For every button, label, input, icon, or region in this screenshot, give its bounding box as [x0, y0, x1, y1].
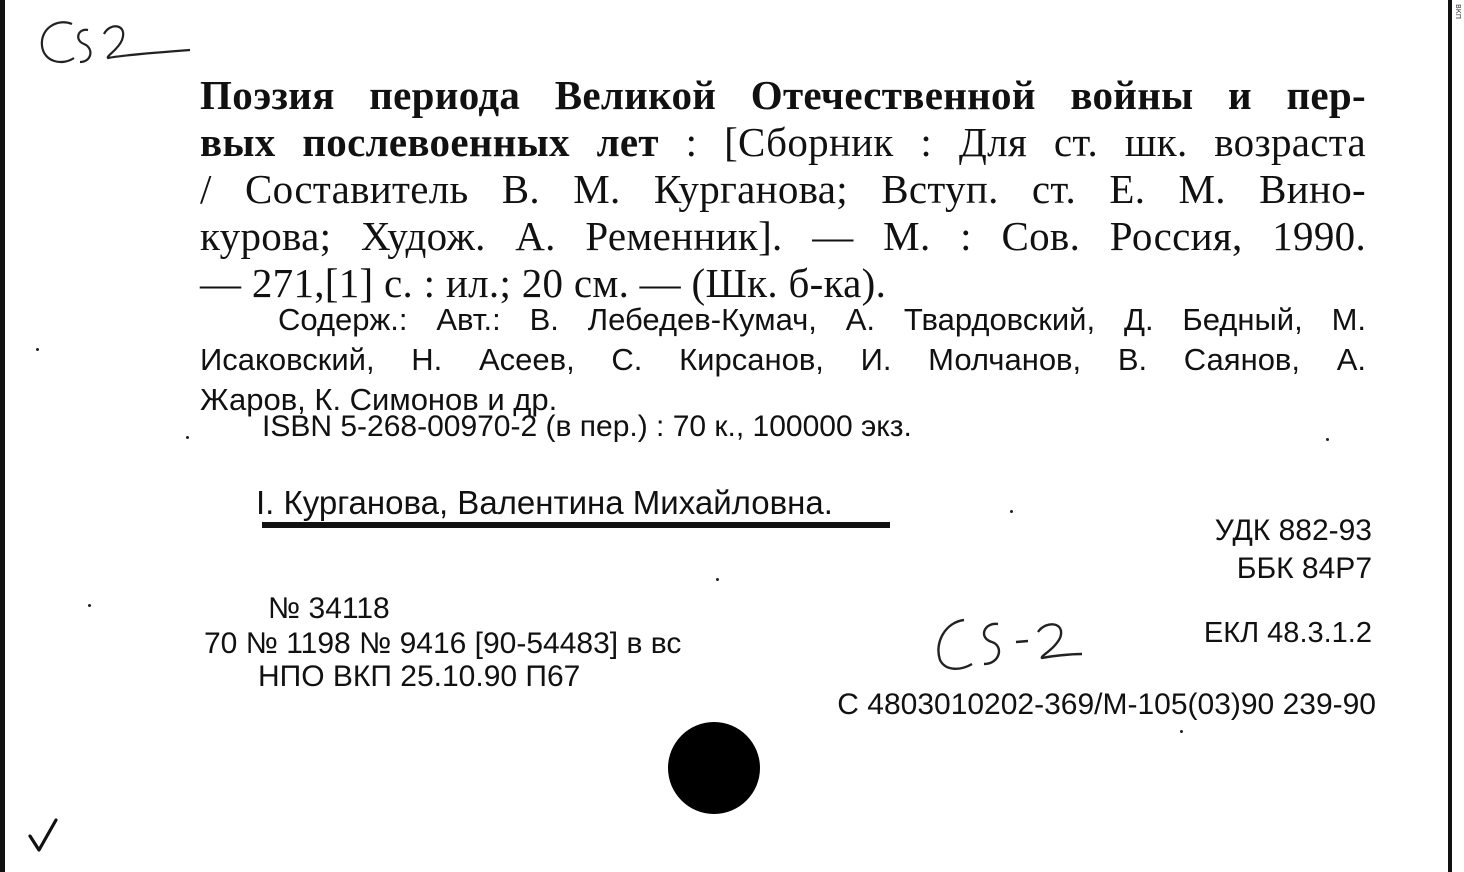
scan-speck [1010, 510, 1013, 513]
print-info-line-2: 70 № 1198 № 9416 [90-54483] в вс [204, 627, 682, 660]
title-line-5: — 271,[1] с. : ил.; 20 см. — (Шк. б-ка). [200, 260, 887, 306]
bbk-code: ББК 84Р7 [1236, 552, 1372, 585]
catalog-code: С 4803010202-369/М-105(03)90 239-90 [837, 688, 1376, 721]
scan-speck [1180, 730, 1183, 733]
scan-speck [1326, 438, 1329, 441]
title-line-2-bold: вых послевоенных лет [200, 119, 659, 165]
checkmark-icon [26, 816, 60, 856]
title-line-1: Поэзия периода Великой Отечественной войны и пер- [200, 72, 1366, 118]
contents-line-3: Жаров, К. Симонов и др. [200, 382, 558, 417]
punch-hole [668, 722, 760, 814]
scan-speck [186, 436, 189, 439]
handwritten-mark-middle [924, 608, 1094, 680]
udk-code: УДК 882-93 [1214, 514, 1372, 547]
contents-note [200, 300, 1366, 420]
title-line-4: курова; Худож. А. Ременник]. — М. : Сов. Россия, 1990. [200, 213, 1366, 259]
heading-underline [262, 522, 890, 528]
title-line-2 [200, 119, 1366, 166]
contents-line-2: Исаковский, Н. Асеев, С. Кирсанов, И. Молчанов, В. Саянов, А. [200, 342, 1366, 377]
card-left-edge [0, 0, 5, 872]
ekl-code: ЕКЛ 48.3.1.2 [1203, 617, 1372, 649]
isbn-line: ISBN 5-268-00970-2 (в пер.) : 70 к., 100000 экз. [262, 410, 912, 443]
scan-speck [88, 604, 91, 607]
title-line-3: / Составитель В. М. Курганова; Вступ. ст. Е. М. Вино- [200, 166, 1366, 212]
scan-speck [36, 348, 39, 351]
author-heading: I. Курганова, Валентина Михайловна. [256, 484, 833, 521]
print-number: № 34118 [268, 592, 390, 625]
edge-stamp: ВКП [1454, 4, 1462, 20]
print-info-line-3: НПО ВКП 25.10.90 П67 [258, 660, 581, 693]
title-line-2-rest: : [Сборник : Для ст. шк. возраста [658, 119, 1366, 165]
bibliographic-title [200, 72, 1366, 307]
card-right-edge [1448, 0, 1452, 872]
classification-block [1215, 512, 1372, 588]
handwritten-mark-top [28, 10, 208, 74]
contents-line-1: Содерж.: Авт.: В. Лебедев-Кумач, А. Твардовский, Д. Бедный, М. [278, 302, 1366, 337]
scan-speck [716, 578, 719, 581]
